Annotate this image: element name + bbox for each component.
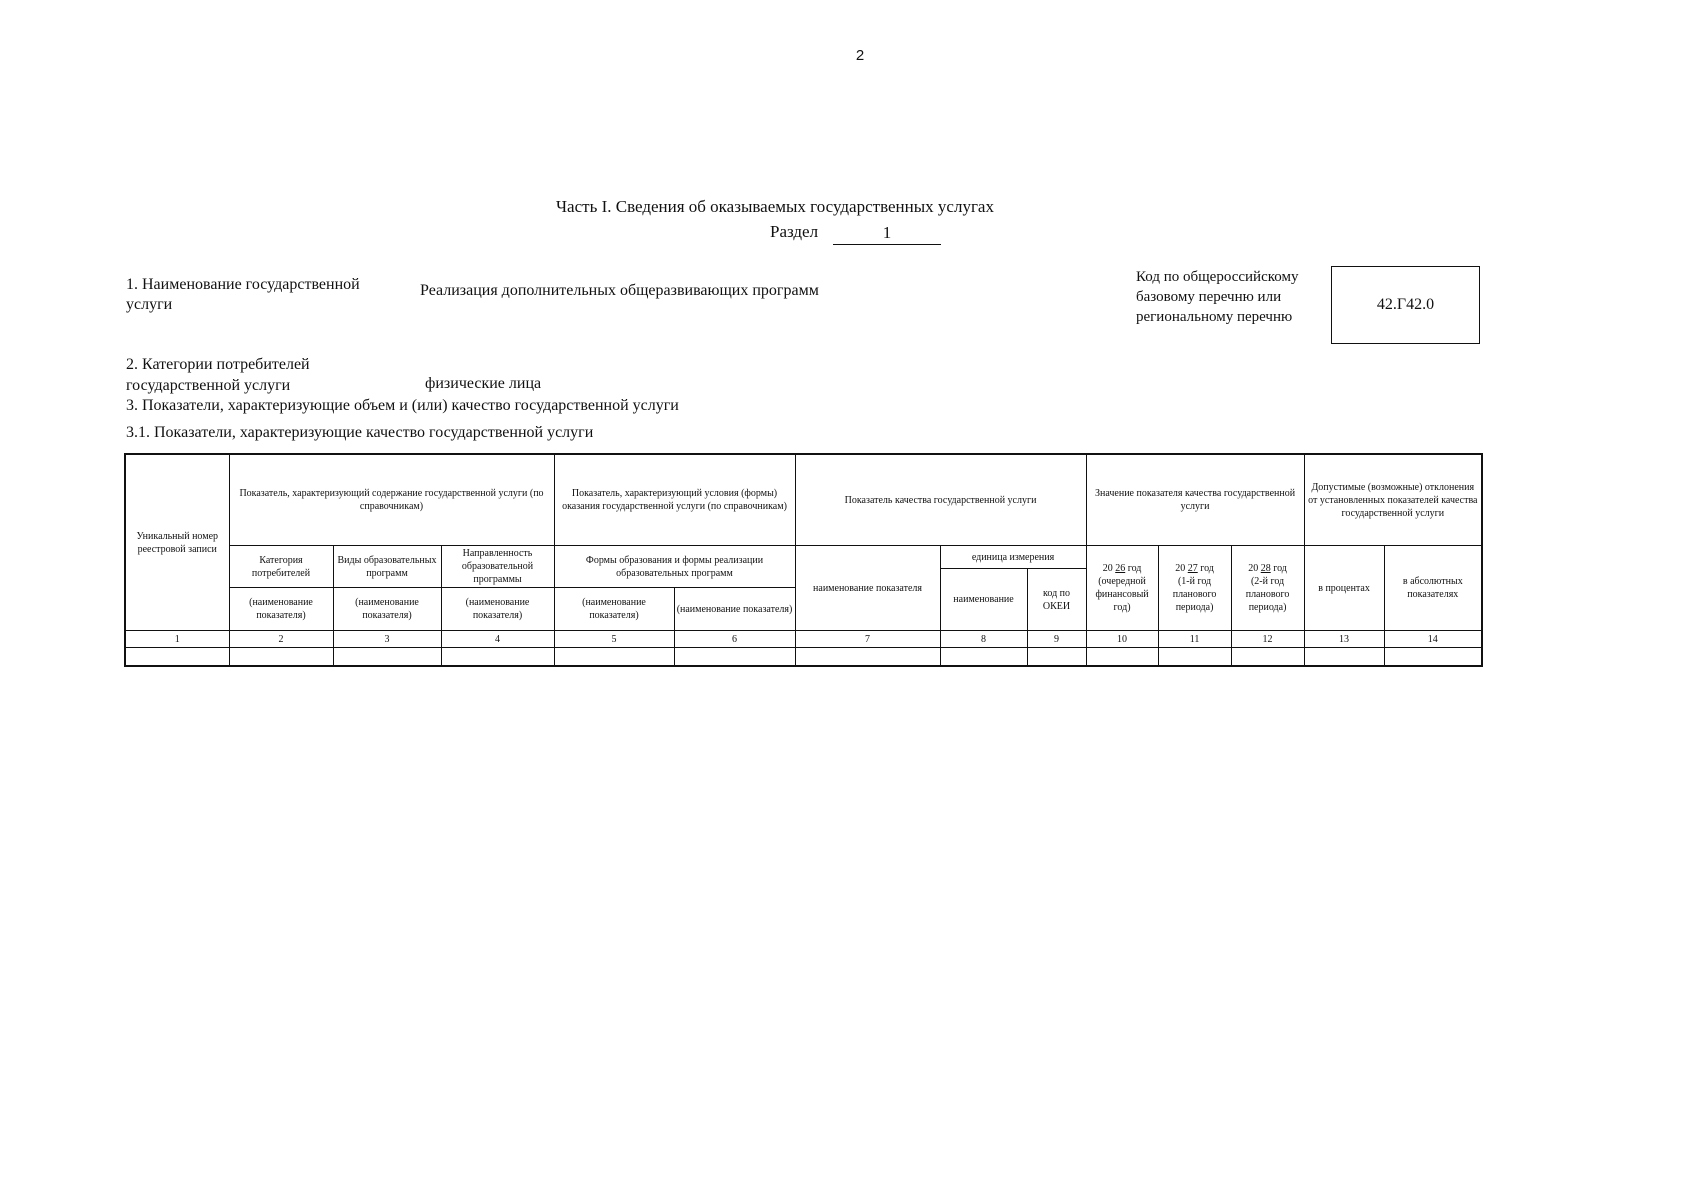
section-number: 1 <box>833 222 941 245</box>
column-number: 12 <box>1231 631 1304 648</box>
consumers-value: физические лица <box>425 375 542 392</box>
header-program-types: Виды образовательных программ <box>333 546 441 588</box>
header-deviations: Допустимые (возможные) отклонения от установленных показателей качества государственной услуги <box>1304 454 1482 546</box>
column-number: 14 <box>1384 631 1482 648</box>
table-cell <box>1027 648 1086 667</box>
section-label: Раздел <box>770 222 819 241</box>
table-cell <box>795 648 940 667</box>
column-number: 9 <box>1027 631 1086 648</box>
column-number: 7 <box>795 631 940 648</box>
header-program-direction: Направленность образовательной программы <box>441 546 554 588</box>
page-number: 2 <box>855 47 865 64</box>
column-number: 4 <box>441 631 554 648</box>
table-cell <box>1304 648 1384 667</box>
table-cell <box>229 648 333 667</box>
registry-code-box <box>1331 266 1480 344</box>
header-education-forms: Формы образования и формы реализации образовательных программ <box>554 546 795 588</box>
service-name-label: 1. Наименование государственной услуги <box>126 276 360 313</box>
part-title: Часть I. Сведения об оказываемых государственных услугах <box>556 197 994 216</box>
header-col2-name: (наименование показателя) <box>229 588 333 631</box>
header-col6-name: (наименование показателя) <box>674 588 795 631</box>
column-number: 1 <box>125 631 229 648</box>
header-year-1: 20 26 год (очередной финансовый год) <box>1086 546 1158 631</box>
empty-data-row <box>125 648 1482 667</box>
column-number: 5 <box>554 631 674 648</box>
header-unique-number: Уникальный номер реестровой записи <box>125 454 229 631</box>
header-year-3: 20 28 год (2-й год планового периода) <box>1231 546 1304 631</box>
header-quality-indicator: Показатель качества государственной услуги <box>795 454 1086 546</box>
quality-indicators-table <box>124 453 1483 667</box>
column-number: 8 <box>940 631 1027 648</box>
table-cell <box>1158 648 1231 667</box>
table-cell <box>441 648 554 667</box>
column-number: 2 <box>229 631 333 648</box>
header-consumer-category: Категория потребителей <box>229 546 333 588</box>
header-unit-name: наименование <box>940 569 1027 631</box>
table-cell <box>125 648 229 667</box>
column-number: 13 <box>1304 631 1384 648</box>
header-content-indicator: Показатель, характеризующий содержание государственной услуги (по справочникам) <box>229 454 554 546</box>
registry-code-value: 42.Г42.0 <box>1376 296 1435 313</box>
header-in-percent: в процентах <box>1304 546 1384 631</box>
header-col4-name: (наименование показателя) <box>441 588 554 631</box>
header-okei-code: код по ОКЕИ <box>1027 569 1086 631</box>
table-cell <box>1384 648 1482 667</box>
header-indicator-name: наименование показателя <box>795 546 940 631</box>
header-year-2: 20 27 год (1-й год планового периода) <box>1158 546 1231 631</box>
table-cell <box>554 648 674 667</box>
column-number: 3 <box>333 631 441 648</box>
table-cell <box>1231 648 1304 667</box>
header-quality-value: Значение показателя качества государственной услуги <box>1086 454 1304 546</box>
column-number: 10 <box>1086 631 1158 648</box>
header-unit: единица измерения <box>940 546 1086 569</box>
consumers-label: 2. Категории потребителей государственной услуги <box>126 356 310 394</box>
header-col5-name: (наименование показателя) <box>554 588 674 631</box>
service-name-value: Реализация дополнительных общеразвивающих программ <box>420 282 819 299</box>
header-col3-name: (наименование показателя) <box>333 588 441 631</box>
table-cell <box>1086 648 1158 667</box>
table-cell <box>940 648 1027 667</box>
column-number: 6 <box>674 631 795 648</box>
quality-heading: 3.1. Показатели, характеризующие качество государственной услуги <box>126 424 594 441</box>
table-cell <box>674 648 795 667</box>
indicators-heading: 3. Показатели, характеризующие объем и (или) качество государственной услуги <box>126 397 679 414</box>
table-cell <box>333 648 441 667</box>
column-number: 11 <box>1158 631 1231 648</box>
header-in-absolute: в абсолютных показателях <box>1384 546 1482 631</box>
registry-code-label: Код по общероссийскому базовому перечню или региональному перечню <box>1136 269 1299 325</box>
header-conditions-indicator: Показатель, характеризующий условия (формы) оказания государственной услуги (по справочникам) <box>554 454 795 546</box>
